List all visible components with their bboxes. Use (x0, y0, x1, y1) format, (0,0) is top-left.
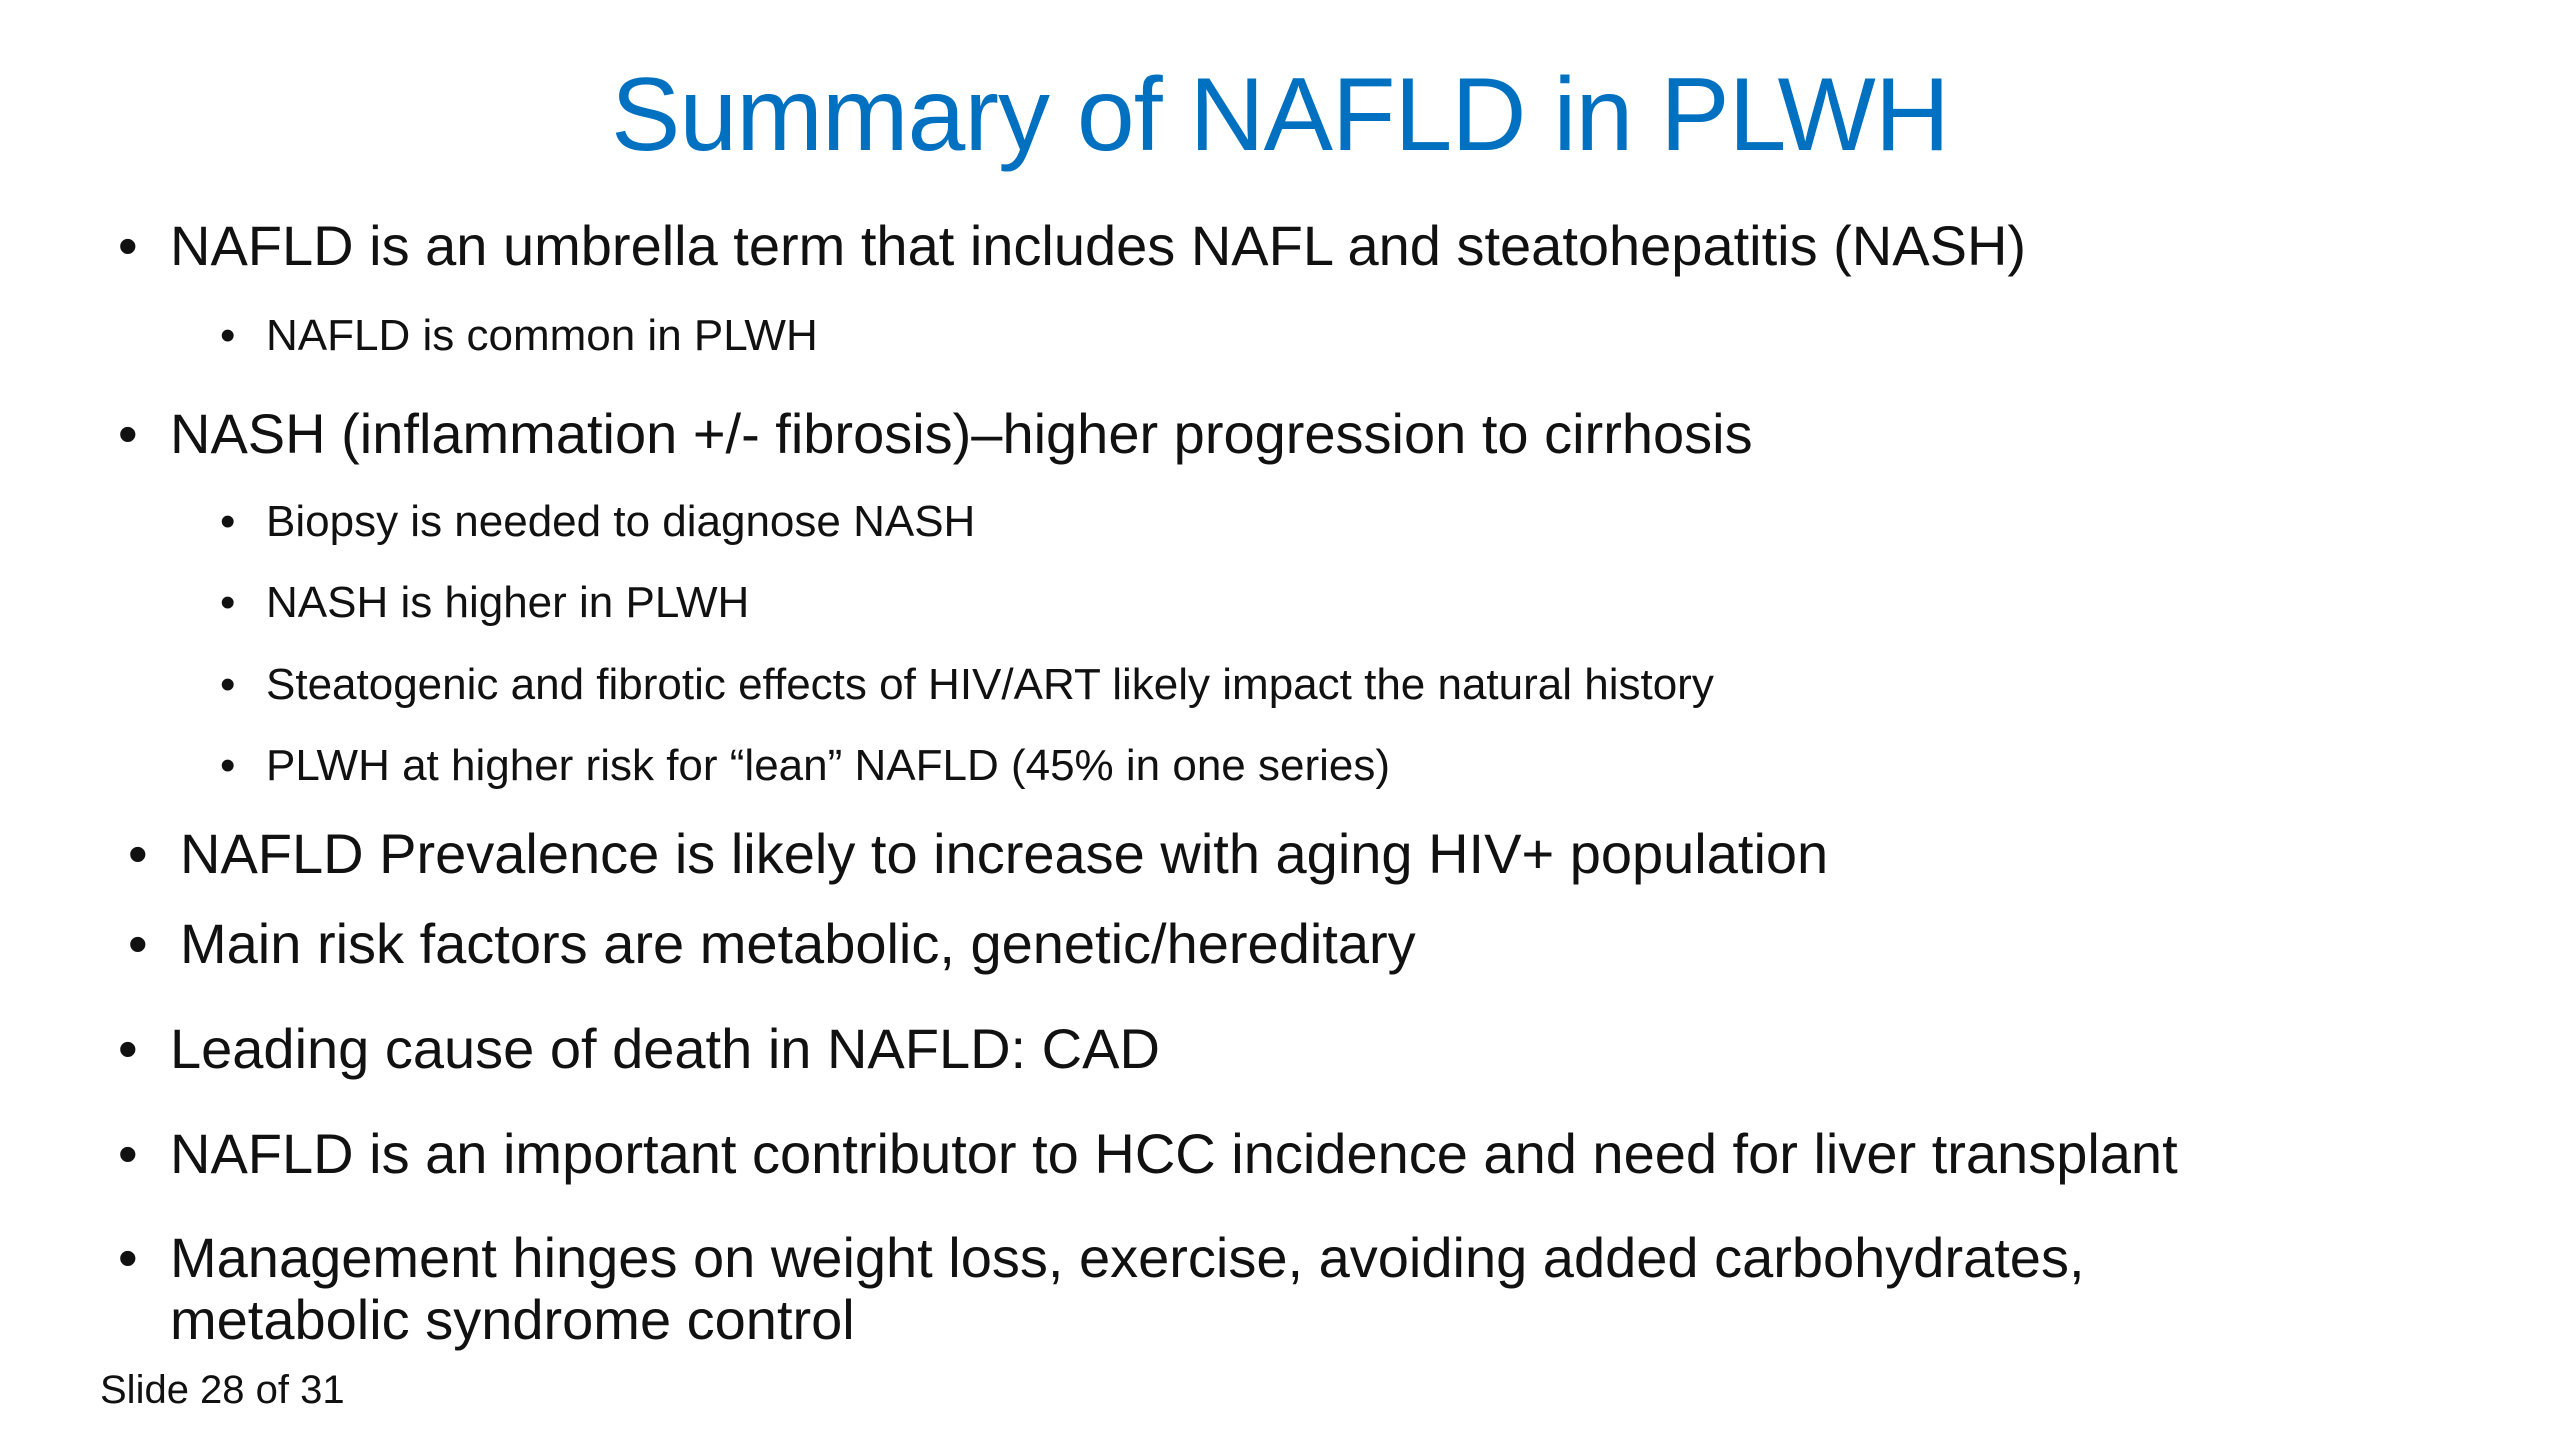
bullet-icon: • (118, 1017, 138, 1080)
bullet-text: NASH (inflammation +/- fibrosis)–higher progression to cirrhosis (170, 402, 1753, 465)
bullet-icon: • (118, 1226, 138, 1289)
bullet-icon: • (220, 497, 236, 546)
sub-bullet-text: NAFLD is common in PLWH (266, 311, 818, 360)
bullet-text: NAFLD is an important contributor to HCC incidence and need for liver transplant (170, 1122, 2178, 1185)
bullet-icon: • (220, 311, 236, 360)
bullet-item (118, 1226, 2085, 1290)
bullet-continuation (170, 1288, 855, 1352)
sub-bullet-text: Steatogenic and fibrotic effects of HIV/ART likely impact the natural history (266, 660, 1714, 709)
sub-bullet-item (220, 659, 1714, 711)
bullet-text: Management hinges on weight loss, exercise, avoiding added carbohydrates, (170, 1226, 2085, 1289)
bullet-item (118, 214, 2027, 278)
bullet-text: Leading cause of death in NAFLD: CAD (170, 1017, 1160, 1080)
sub-bullet-text: PLWH at higher risk for “lean” NAFLD (45% in one series) (266, 741, 1391, 790)
bullet-item (118, 1122, 2178, 1186)
sub-bullet-item (220, 310, 818, 362)
slide-counter: Slide 28 of 31 (100, 1368, 345, 1412)
bullet-icon: • (220, 578, 236, 627)
bullet-item (118, 1017, 1160, 1081)
bullet-icon: • (220, 660, 236, 709)
bullet-item (118, 402, 1753, 466)
bullet-icon: • (118, 1122, 138, 1185)
bullet-icon: • (220, 741, 236, 790)
sub-bullet-text: NASH is higher in PLWH (266, 578, 750, 627)
sub-bullet-item (220, 577, 750, 629)
bullet-item (128, 822, 1829, 886)
bullet-text: metabolic syndrome control (170, 1288, 855, 1351)
bullet-icon: • (128, 912, 148, 975)
bullet-icon: • (128, 822, 148, 885)
sub-bullet-item (220, 740, 1391, 792)
sub-bullet-item (220, 496, 976, 548)
bullet-text: Main risk factors are metabolic, genetic/hereditary (180, 912, 1416, 975)
bullet-icon: • (118, 214, 138, 277)
bullet-icon: • (118, 402, 138, 465)
bullet-item (128, 912, 1416, 976)
bullet-text: NAFLD is an umbrella term that includes NAFL and steatohepatitis (NASH) (170, 214, 2027, 277)
bullet-text: NAFLD Prevalence is likely to increase with aging HIV+ population (180, 822, 1829, 885)
slide-title: Summary of NAFLD in PLWH (611, 57, 1949, 173)
sub-bullet-text: Biopsy is needed to diagnose NASH (266, 497, 976, 546)
